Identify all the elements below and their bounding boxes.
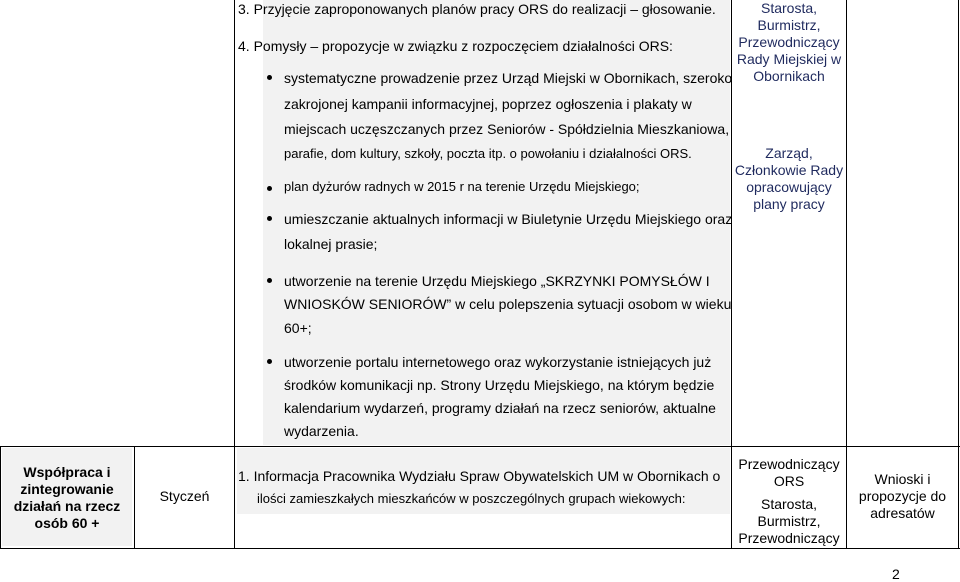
outcome-line: Wnioski i: [874, 471, 931, 487]
bullet-dot: [267, 75, 272, 80]
bullet-dot: [267, 359, 272, 364]
bullet-1-line-4: parafie, dom kultury, szkoły, poczta itp. o powołaniu i działalności ORS.: [284, 146, 692, 161]
bullet-5-line-2: środków komunikacji np. Strony Urzędu Miejskiego, na którym będzie: [284, 377, 715, 393]
task-line-2: ilości zamieszkałych mieszkańców w poszczególnych grupach wiekowych:: [257, 491, 686, 506]
area-line: działań na rzecz: [13, 498, 121, 514]
area-line: zintegrowanie: [20, 481, 114, 497]
bullet-dot: [267, 186, 272, 191]
responsible-line: Burmistrz,: [757, 17, 821, 33]
table-vline-right: [958, 0, 959, 549]
table-vline-left-bottom: [0, 446, 1, 549]
agenda-item-3: 3. Przyjęcie zaproponowanych planów pracy ORS do realizacji – głosowanie.: [238, 1, 716, 17]
responsible-line: Przewodniczący: [738, 530, 840, 546]
page-number: 2: [892, 566, 900, 582]
bullet-1-line-2: zakrojonej kampanii informacyjnej, poprzez ogłoszenia i plakaty w: [284, 96, 692, 112]
area-line: osób 60 +: [34, 515, 100, 531]
bullet-5-line-3: kalendarium wydarzeń, programy działań na rzecz seniorów, aktualne: [284, 400, 716, 416]
responsible-line: plany pracy: [753, 196, 825, 212]
responsible-line: ORS: [773, 473, 805, 489]
bullet-dot: [267, 278, 272, 283]
bullet-4-line-2: WNIOSKÓW SENIORÓW” w celu polepszenia sytuacji osobom w wieku: [284, 296, 732, 312]
responsible-line: Przewodniczący: [738, 34, 840, 50]
responsible-line: Starosta,: [760, 0, 818, 16]
responsible-top-2: [732, 145, 846, 213]
responsible-line: Zarząd,: [765, 145, 813, 161]
bullet-3-line-2: lokalnej prasie;: [284, 236, 378, 252]
month-cell: Styczeń: [159, 488, 210, 504]
bullet-4-line-1: utworzenie na terenie Urzędu Miejskiego „SKRZYNKI POMYSŁÓW I: [284, 273, 710, 289]
bullet-5-line-4: wydarzenia.: [284, 423, 359, 439]
agenda-item-4: 4. Pomysły – propozycje w związku z rozpoczęciem działalności ORS:: [238, 38, 673, 54]
responsible-bottom: [732, 456, 846, 547]
area-cell: [2, 464, 132, 532]
bullet-dot: [267, 216, 272, 221]
table-hline-row: [0, 446, 960, 447]
responsible-line: Rady Miejskiej w: [736, 51, 842, 67]
responsible-line: Przewodniczący: [738, 456, 840, 472]
bullet-4-line-3: 60+;: [284, 320, 312, 336]
bullet-2-line-1: plan dyżurów radnych w 2015 r na terenie Urzędu Miejskiego;: [284, 179, 640, 194]
responsible-line: Starosta,: [760, 496, 818, 512]
bullet-1-line-1: systematyczne prowadzenie przez Urząd Miejski w Obornikach, szeroko: [284, 70, 733, 86]
task-line-1: 1. Informacja Pracownika Wydziału Spraw Obywatelskich UM w Obornikach o: [238, 468, 721, 484]
table-hline-bottom: [0, 548, 960, 549]
responsible-line: opracowujący: [746, 179, 832, 195]
responsible-line: Obornikach: [753, 68, 825, 84]
bullet-1-line-3: miejscach uczęszczanych przez Seniorów - Spółdzielnia Mieszkaniowa,: [284, 121, 730, 137]
bullet-3-line-1: umieszczanie aktualnych informacji w Biuletynie Urzędu Miejskiego oraz: [284, 211, 733, 227]
outcome-line: adresatów: [870, 505, 935, 521]
area-line: Współpraca i: [23, 464, 111, 480]
outcome-cell: [847, 471, 958, 522]
responsible-line: Członkowie Rady: [734, 162, 844, 178]
responsible-line: Burmistrz,: [757, 513, 821, 529]
responsible-top-1: [732, 0, 846, 85]
bullet-5-line-1: utworzenie portalu internetowego oraz wykorzystanie istniejących już: [284, 354, 712, 370]
outcome-line: propozycje do: [858, 488, 947, 504]
table-vline-outcome-left: [846, 0, 847, 549]
table-vline-task-left: [234, 0, 235, 549]
